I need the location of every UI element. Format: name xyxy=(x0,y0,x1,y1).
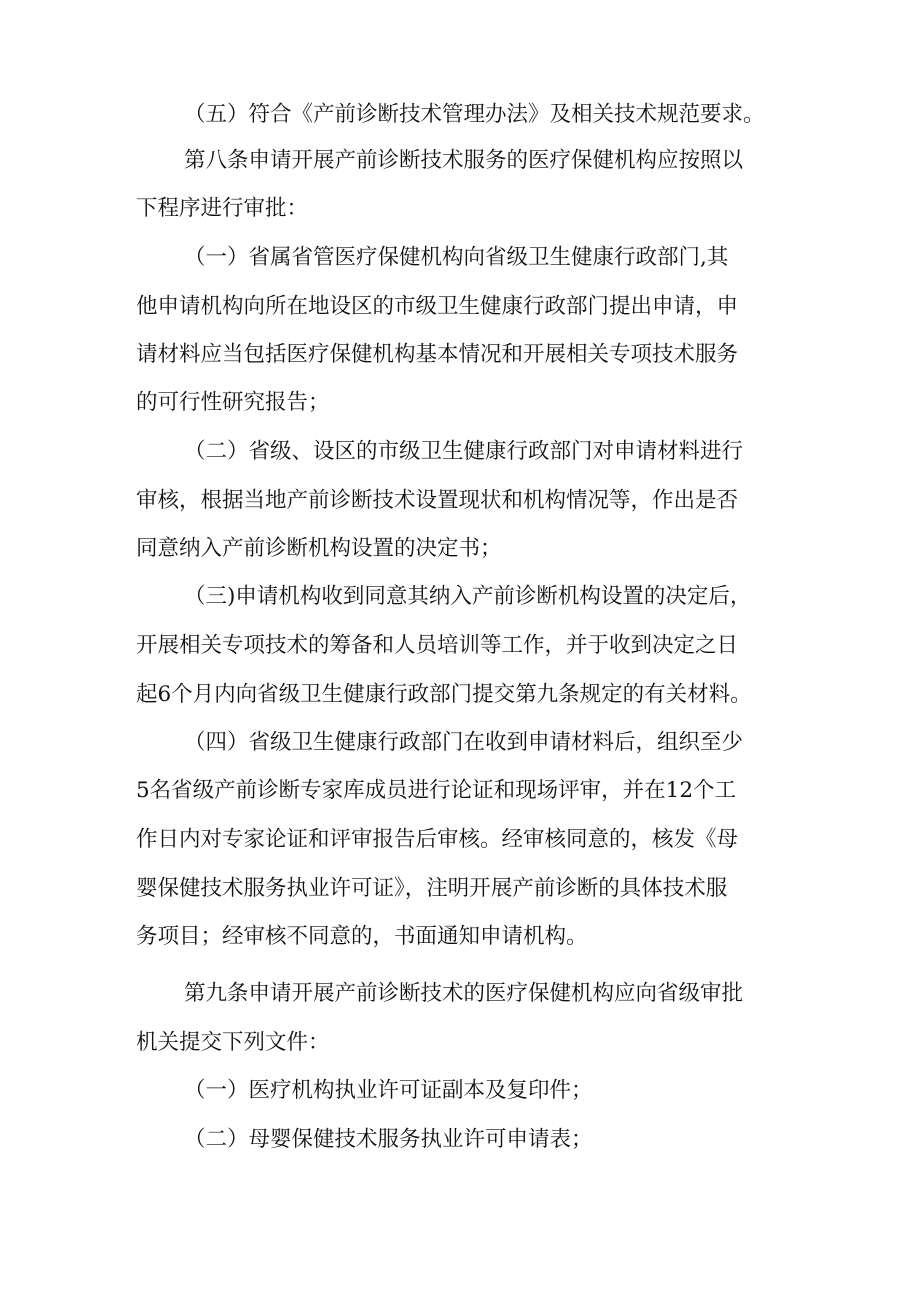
step-three-line-3: 起6个月内向省级卫生健康行政部门提交第九条规定的有关材料。 xyxy=(136,682,752,707)
step-four-line-3: 作日内对专家论证和评审报告后审核。经审核同意的，核发《母 xyxy=(136,827,739,852)
article-eight-continuation: 下程序进行审批： xyxy=(136,196,309,221)
step-one-line-2: 他申请机构向所在地设区的市级卫生健康行政部门提出申请，申 xyxy=(136,294,739,319)
document-item-two: （二）母婴保健技术服务执业许可申请表； xyxy=(184,1127,593,1152)
step-four-line-1: （四）省级卫生健康行政部门在收到申请材料后，组织至少 xyxy=(184,730,744,755)
item-five-text: （五）符合《产前诊断技术管理办法》及相关技术规范要求。 xyxy=(184,102,765,127)
step-four-line-4: 婴保健技术服务执业许可证》，注明开展产前诊断的具体技术服 xyxy=(136,876,728,901)
document-item-one: （一）医疗机构执业许可证副本及复印件； xyxy=(184,1078,593,1103)
article-eight-heading: 第八条申请开展产前诊断技术服务的医疗保健机构应按照以 xyxy=(184,148,744,173)
step-three-line-2: 开展相关专项技术的筹备和人员培训等工作，并于收到决定之日 xyxy=(136,633,739,658)
step-one-line-3: 请材料应当包括医疗保健机构基本情况和开展相关专项技术服务 xyxy=(136,342,739,367)
step-two-line-3: 同意纳入产前诊断机构设置的决定书； xyxy=(136,536,502,561)
step-one-line-4: 的可行性研究报告； xyxy=(136,390,330,415)
step-one-line-1: （一）省属省管医疗保健机构向省级卫生健康行政部门,其 xyxy=(184,245,729,270)
step-two-line-2: 审核，根据当地产前诊断技术设置现状和机构情况等，作出是否 xyxy=(136,488,739,513)
article-nine-heading: 第九条申请开展产前诊断技术的医疗保健机构应向省级审批 xyxy=(184,981,744,1006)
step-four-line-5: 务项目；经审核不同意的，书面通知申请机构。 xyxy=(136,924,588,949)
step-two-line-1: （二）省级、设区的市级卫生健康行政部门对申请材料进行 xyxy=(184,439,744,464)
step-four-line-2: 5名省级产前诊断专家库成员进行论证和现场评审，并在12个工 xyxy=(136,778,737,803)
step-three-line-1: （三)申请机构收到同意其纳入产前诊断机构设置的决定后， xyxy=(184,584,752,609)
article-nine-continuation: 机关提交下列文件： xyxy=(136,1030,330,1055)
